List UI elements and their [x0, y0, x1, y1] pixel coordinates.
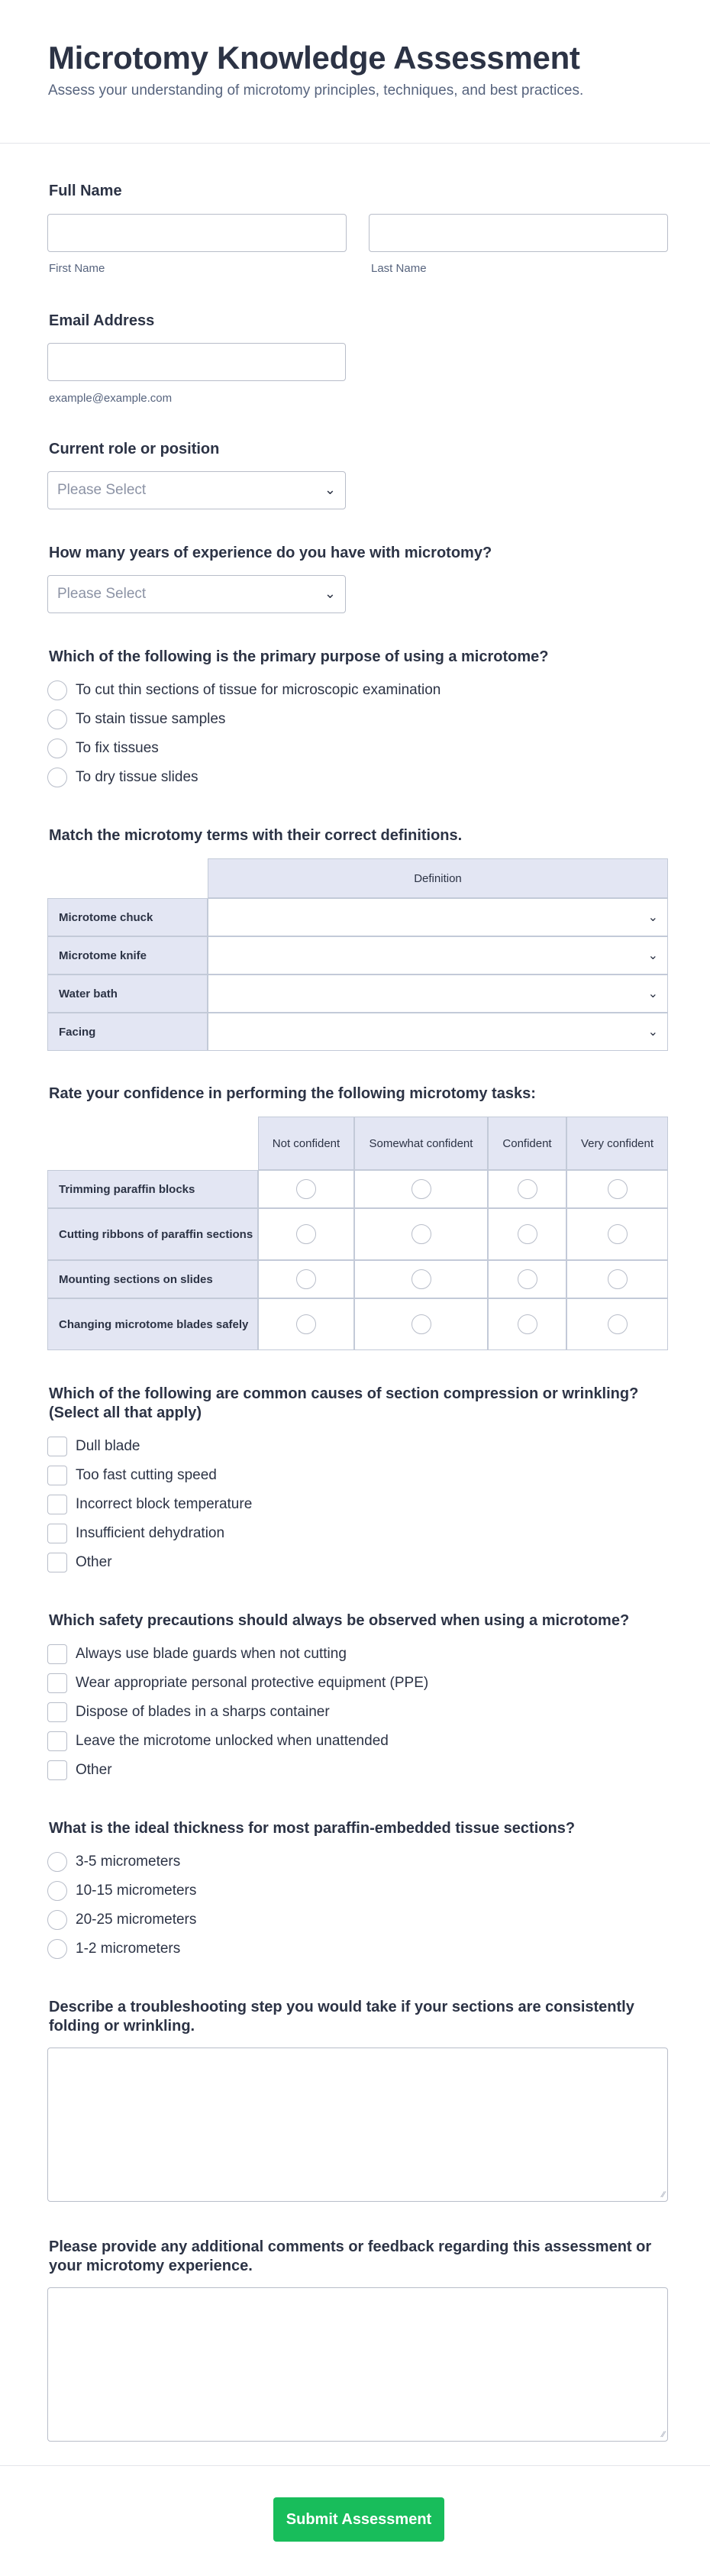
match-question-label: Match the microtomy terms with their correct definitions.	[49, 827, 463, 844]
chevron-down-icon: ⌄	[324, 586, 336, 601]
resize-handle-icon[interactable]: ∕∕	[662, 2190, 665, 2199]
confidence-row-label: Trimming paraffin blocks	[47, 1170, 258, 1208]
confidence-column-header: Somewhat confident	[354, 1117, 488, 1170]
radio-button[interactable]	[47, 1852, 67, 1872]
troubleshoot-question-label: Describe a troubleshooting step you would take if your sections are consistently folding or wrinkling.	[49, 1999, 634, 2035]
radio-button[interactable]	[518, 1269, 537, 1289]
radio-button[interactable]	[518, 1179, 537, 1199]
matrix-cell	[566, 1298, 668, 1350]
match-dropdown[interactable]	[208, 936, 668, 974]
match-dropdown[interactable]	[208, 974, 668, 1013]
radio-button[interactable]	[608, 1269, 628, 1289]
purpose-question-label: Which of the following is the primary purpose of using a microtome?	[49, 648, 549, 665]
checkbox[interactable]	[47, 1524, 67, 1543]
radio-button[interactable]	[296, 1314, 316, 1334]
radio-button[interactable]	[296, 1224, 316, 1244]
checkbox[interactable]	[47, 1437, 67, 1456]
chevron-down-icon: ⌄	[647, 911, 658, 924]
chevron-down-icon: ⌄	[647, 1026, 658, 1039]
email-sublabel: example@example.com	[49, 392, 173, 405]
matrix-cell	[258, 1260, 354, 1298]
radio-button[interactable]	[47, 739, 67, 758]
checkbox[interactable]	[47, 1553, 67, 1572]
matrix-cell	[258, 1170, 354, 1208]
radio-button[interactable]	[608, 1224, 628, 1244]
matrix-cell	[258, 1298, 354, 1350]
radio-button[interactable]	[47, 768, 67, 787]
comments-textarea[interactable]	[47, 2287, 668, 2442]
role-label: Current role or position	[49, 441, 220, 457]
radio-button[interactable]	[411, 1179, 431, 1199]
experience-select[interactable]	[47, 575, 346, 613]
compression-question-label: Which of the following are common causes of section compression or wrinkling? (Select all that apply)	[49, 1385, 639, 1421]
role-select-placeholder: Please Select	[57, 482, 147, 498]
footer-divider	[0, 2465, 710, 2466]
match-column-header: Definition	[208, 858, 668, 898]
match-dropdown[interactable]	[208, 1013, 668, 1051]
confidence-column-header: Very confident	[566, 1117, 668, 1170]
radio-button[interactable]	[47, 1939, 67, 1959]
confidence-row-label: Mounting sections on slides	[47, 1260, 258, 1298]
confidence-question-label: Rate your confidence in performing the following microtomy tasks:	[49, 1085, 536, 1102]
matrix-cell	[354, 1298, 488, 1350]
experience-select-placeholder: Please Select	[57, 586, 147, 602]
page-title: Microtomy Knowledge Assessment	[48, 40, 580, 76]
match-row-label: Microtome knife	[47, 936, 208, 974]
checkbox[interactable]	[47, 1731, 67, 1751]
chevron-down-icon: ⌄	[647, 987, 658, 1000]
safety-question-label: Which safety precautions should always be observed when using a microtome?	[49, 1612, 630, 1629]
matrix-cell	[566, 1260, 668, 1298]
radio-button[interactable]	[608, 1179, 628, 1199]
radio-button[interactable]	[411, 1269, 431, 1289]
thickness-question-label: What is the ideal thickness for most paraffin-embedded tissue sections?	[49, 1820, 576, 1837]
confidence-column-header: Not confident	[258, 1117, 354, 1170]
email-label: Email Address	[49, 312, 155, 329]
radio-button[interactable]	[411, 1224, 431, 1244]
match-row-label: Facing	[47, 1013, 208, 1051]
matrix-cell	[566, 1170, 668, 1208]
matrix-cell	[566, 1208, 668, 1260]
radio-button[interactable]	[47, 680, 67, 700]
radio-button[interactable]	[411, 1314, 431, 1334]
form-header	[0, 0, 710, 144]
confidence-column-header: Confident	[488, 1117, 566, 1170]
match-dropdown[interactable]	[208, 898, 668, 936]
matrix-cell	[258, 1208, 354, 1260]
comments-question-label: Please provide any additional comments or feedback regarding this assessment or your microtomy experience.	[49, 2238, 652, 2274]
match-row-label: Microtome chuck	[47, 898, 208, 936]
email-field[interactable]	[47, 343, 346, 381]
checkbox[interactable]	[47, 1495, 67, 1514]
match-row-label: Water bath	[47, 974, 208, 1013]
resize-handle-icon[interactable]: ∕∕	[662, 2430, 665, 2439]
last-name-sublabel: Last Name	[371, 262, 427, 275]
experience-label: How many years of experience do you have with microtomy?	[49, 545, 492, 561]
confidence-row-label: Changing microtome blades safely	[47, 1298, 258, 1350]
first-name-input[interactable]	[47, 214, 347, 252]
page-subtitle: Assess your understanding of microtomy principles, techniques, and best practices.	[48, 82, 584, 99]
radio-button[interactable]	[518, 1224, 537, 1244]
matrix-cell	[488, 1208, 566, 1260]
last-name-input[interactable]	[369, 214, 668, 252]
radio-button[interactable]	[296, 1269, 316, 1289]
matrix-cell	[354, 1260, 488, 1298]
matrix-cell	[354, 1208, 488, 1260]
checkbox[interactable]	[47, 1702, 67, 1722]
radio-button[interactable]	[518, 1314, 537, 1334]
full-name-label: Full Name	[49, 183, 122, 199]
confidence-row-label: Cutting ribbons of paraffin sections	[47, 1208, 258, 1260]
checkbox[interactable]	[47, 1673, 67, 1693]
matrix-cell	[488, 1260, 566, 1298]
matrix-cell	[488, 1170, 566, 1208]
chevron-down-icon: ⌄	[324, 482, 336, 497]
radio-button[interactable]	[47, 1881, 67, 1901]
troubleshoot-textarea[interactable]	[47, 2048, 668, 2202]
radio-button[interactable]	[296, 1179, 316, 1199]
role-select[interactable]	[47, 471, 346, 509]
radio-button[interactable]	[608, 1314, 628, 1334]
submit-button[interactable]: Submit Assessment	[273, 2497, 444, 2542]
checkbox[interactable]	[47, 1760, 67, 1780]
chevron-down-icon: ⌄	[647, 949, 658, 962]
checkbox[interactable]	[47, 1644, 67, 1664]
first-name-sublabel: First Name	[49, 262, 105, 275]
matrix-cell	[354, 1170, 488, 1208]
radio-button[interactable]	[47, 1910, 67, 1930]
radio-button[interactable]	[47, 709, 67, 729]
matrix-cell	[488, 1298, 566, 1350]
checkbox[interactable]	[47, 1466, 67, 1485]
